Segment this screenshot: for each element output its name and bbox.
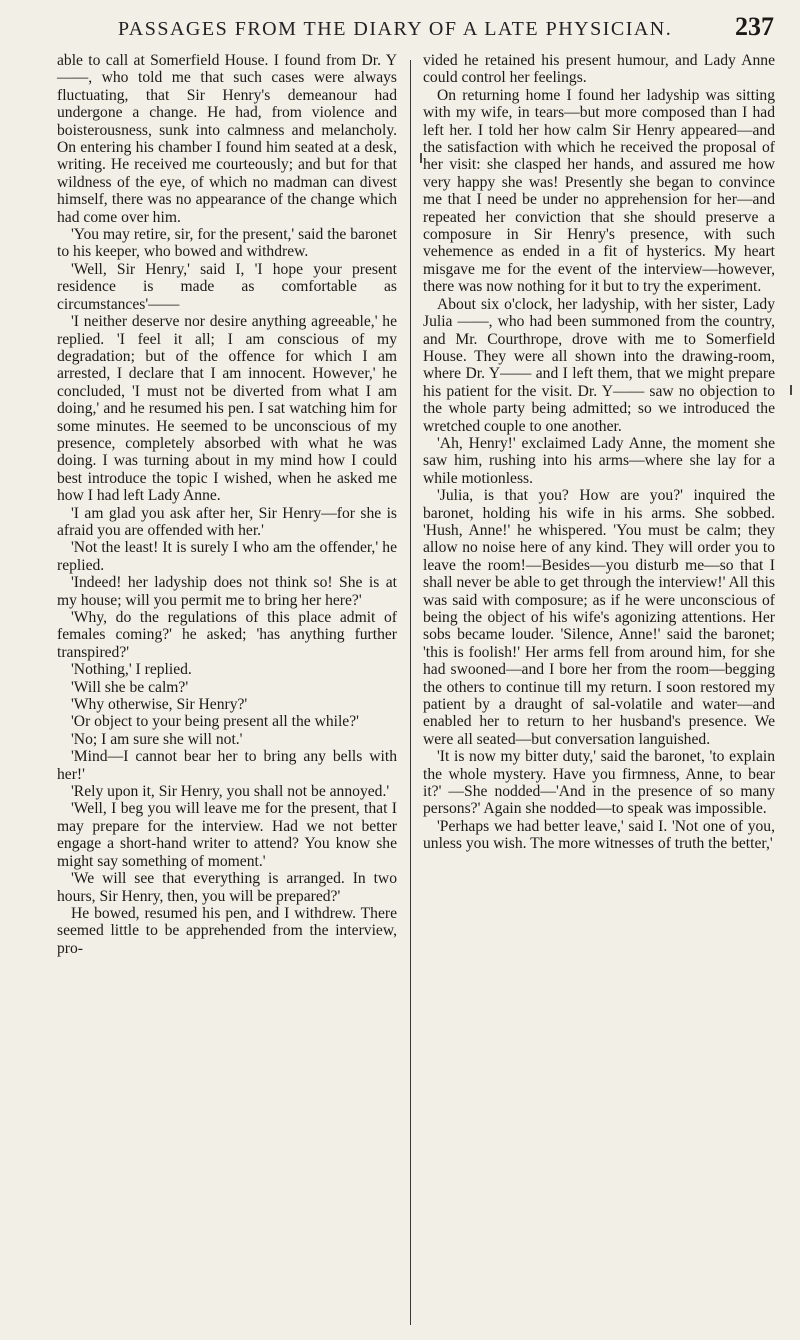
paragraph: able to call at Somerfield House. I found from Dr. Y——, who told me that such cases were always fluctuating, that Sir Henry's demeanour had undergone a change. He had, from violence and boisterousness, sunk into calmness and melancholy. On entering his chamber I found him seated at a desk, writing. He received me courteously; and but for that wildness of the eye, of which no madman can divest himself, there was no appearance of the change which had come over him. — [57, 52, 397, 226]
paragraph: 'We will see that everything is arranged. In two hours, Sir Henry, then, you will be prepared?' — [57, 870, 397, 905]
margin-mark — [420, 153, 422, 163]
paragraph: 'Rely upon it, Sir Henry, you shall not be annoyed.' — [71, 783, 390, 801]
paragraph: 'Well, Sir Henry,' said I, 'I hope your present residence is made as comfortable as circumstances'—— — [57, 260, 397, 313]
paragraph: 'You may retire, sir, for the present,' said the baronet to his keeper, who bowed and withdrew. — [57, 226, 397, 261]
paragraph: vided he retained his present humour, and Lady Anne could control her feelings. — [423, 52, 775, 87]
paragraph: 'Well, I beg you will leave me for the present, that I may prepare for the interview. Had we not better engage a short-hand writer to attend? You know she might say something of moment.' — [57, 800, 397, 870]
paragraph: 'I neither deserve nor desire anything agreeable,' he replied. 'I feel it all; I am conscious of my degradation; but of the offence for which I am arrested, I declare that I am innocent. However,' he concluded, 'I must not be diverted from what I am doing,' and he resumed his pen. I sat watching him for some minutes. He seemed to be unconscious of my presence, completely absorbed with what he was doing. I was turning about in my mind how I could best introduce the topic I wished, when he asked me how I had left Lady Anne. — [57, 313, 397, 505]
paragraph: 'Not the least! It is surely I who am the offender,' he replied. — [57, 539, 397, 574]
paragraph: 'Why, do the regulations of this place admit of females coming?' he asked; 'has anything further transpired?' — [57, 609, 397, 661]
paragraph: About six o'clock, her ladyship, with her sister, Lady Julia ——, who had been summoned from the country, and Mr. Courthrope, drove with me to Somerfield House. They were all shown into the drawing-room, where Dr. Y—— and I left them, that we might prepare his patient for the visit. Dr. Y—— saw no objection to the whole party being admitted; so we introduced the wretched couple to one another. — [423, 295, 775, 435]
paragraph: 'Why otherwise, Sir Henry?' — [71, 696, 248, 714]
paragraph: 'Will she be calm?' — [71, 678, 189, 696]
paragraph: 'Or object to your being present all the while?' — [71, 713, 359, 731]
paragraph: 'It is now my bitter duty,' said the baronet, 'to explain the whole mystery. Have you firmness, Anne, to bear it?' —She nodded—'And in the presence of so many persons?' Again she nodded—to speak was impossible. — [423, 748, 775, 818]
margin-mark — [790, 385, 792, 395]
paragraph: 'Julia, is that you? How are you?' inquired the baronet, holding his wife in his arms. She sobbed. 'Hush, Anne!' he whispered. 'You must be calm; they allow no noise here of any kind. They will order you to leave the room!—Besides—you disturb me—so that I shall never be able to get through the interview!' All this was said with composure; as if he were unconscious of being the object of his wife's agonizing attentions. Her sobs became louder. 'Silence, Anne!' said the baronet; 'this is foolish!' Her arms fell from around him, for she had swooned—and I bore her from the room—begging the others to continue till my return. I soon restored my patient by a draught of sal-volatile and water—and enabled her to return to her husband's presence. We were all seated—but conversation languished. — [423, 487, 775, 748]
running-header — [58, 10, 778, 44]
column-divider — [410, 60, 411, 1325]
paragraph: He bowed, resumed his pen, and I withdrew. There seemed little to be apprehended from the interview, pro- — [57, 904, 397, 957]
page-number: 237 — [735, 12, 774, 41]
running-title: PASSAGES FROM THE DIARY OF A LATE PHYSICIAN. — [118, 18, 673, 40]
right-column — [423, 52, 775, 853]
paragraph: 'Perhaps we had better leave,' said I. 'Not one of you, unless you wish. The more witnesses of truth the better,' — [423, 817, 775, 853]
paragraph: 'No; I am sure she will not.' — [71, 730, 243, 748]
paragraph: On returning home I found her ladyship was sitting with my wife, in tears—but more composed than I had left her. I told her how calm Sir Henry appeared—and the satisfaction with which he received the proposal of her visit: she clasped her hands, and assured me how very happy she was! Presently she began to convince me that I need be under no apprehension for her—and repeated her conviction that she should preserve a composure in Sir Henry's presence, with such vehemence as ended in a fit of hysterics. My heart misgave me for the event of the interview—however, there was now nothing for it but to try the experiment. — [423, 86, 775, 296]
paragraph: 'Nothing,' I replied. — [71, 661, 192, 679]
paragraph: 'Mind—I cannot bear her to bring any bells with her!' — [57, 748, 397, 783]
paragraph: 'Indeed! her ladyship does not think so! She is at my house; will you permit me to bring her here?' — [57, 574, 397, 609]
paragraph: 'Ah, Henry!' exclaimed Lady Anne, the moment she saw him, rushing into his arms—where she lay for a while motionless. — [423, 434, 775, 487]
left-column — [57, 52, 397, 957]
paragraph: 'I am glad you ask after her, Sir Henry—for she is afraid you are offended with her.' — [57, 504, 397, 539]
